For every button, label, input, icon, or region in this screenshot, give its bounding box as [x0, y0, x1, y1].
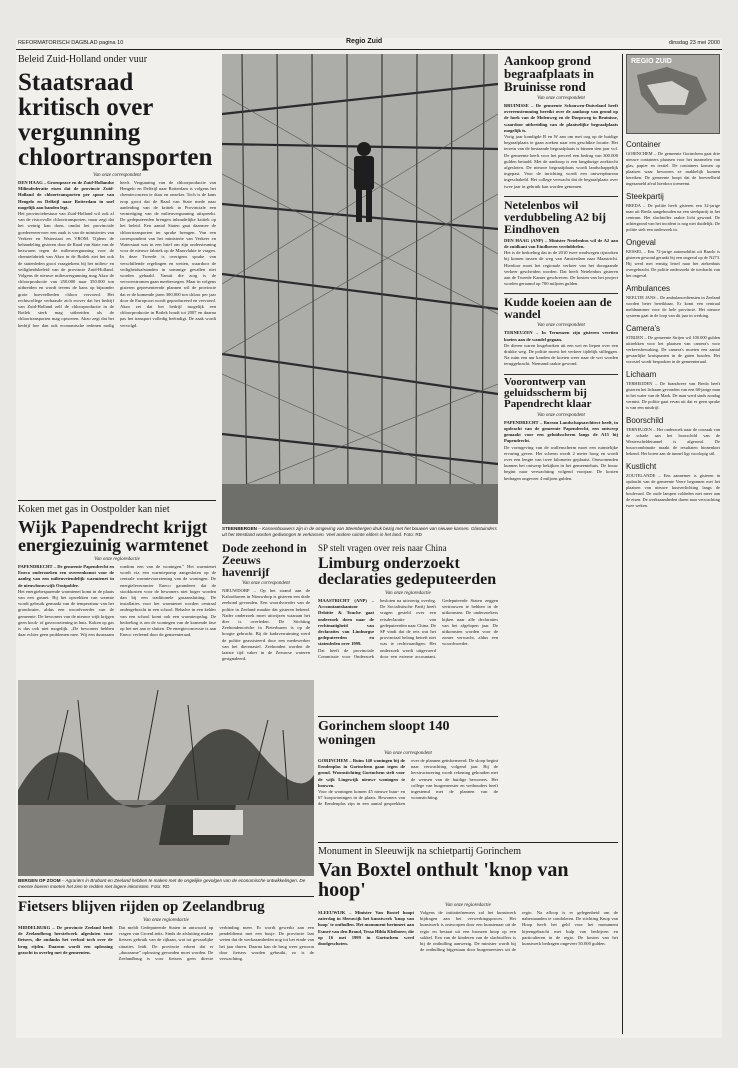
article-lead: PAPENDRECHT – Bureau Landschapsarchitect heeft, in opdracht van de gemeente Papendrecht, een ontwerp gemaakt voor een geluidsscherm langs de A15 bij Papendrecht.	[504, 419, 618, 444]
article-lead: MAASTRICHT (ANP) – Accountantskantoor Deloitte & Touche gaat onderzoek doen naar de rechtmatigheid van declaraties van Limburgse gedeputeerden en statenleden over 1999.	[318, 598, 374, 647]
article-kicker: Koken met gas in Oostpolder kan niet	[18, 504, 170, 515]
article-lead: GORINCHEM – Ruim 140 woningen bij de Eendenplas in Gorinchem gaan tegen de grond. Woonstichting Gorinchem stelt voor de wijk Lingewijk nieuwe woningen te bouwen.	[318, 758, 405, 788]
article-kicker: Monument in Sleeuwijk na schietpartij Gorinchem	[318, 846, 522, 857]
article-byline: Van onze regioredactie	[143, 918, 189, 923]
caption-location: STEENBERGEN	[222, 526, 257, 531]
article-headline: Gorinchem sloopt 140 woningen	[318, 720, 450, 748]
sidebar-brief	[626, 192, 720, 233]
photo-bergen-caption	[18, 878, 314, 889]
article-body: NIEUWDORP – Op het strand aan de Kaloothaven in Nieuwdorp is gisteren een dode zeehond gevonden. Een woordvoerder van de politie in Zeeland maakte dat gisteren bekend. Nader onderzoek moet uitwijzen waaraan het dier is overleden. De Stichting Zeehondencrèche in Pieterburen is op de hoogte gebracht. Bij de kadaverruiming werd de politie geassisteerd door een medewerker van het dierenasiel. Zeehonden worden de laatste tijd vaker in de Zeeuwse wateren gesignaleerd.	[222, 588, 310, 662]
article-zeelandbrug	[18, 900, 314, 1036]
photo-bergen-op-zoom	[18, 680, 314, 876]
regio-zuid-logo	[626, 54, 720, 134]
article-lead: DEN HAAG (ANP) – Minister Netelenbos wil de A2 aan de zuidkant van Eindhoven verdubbelen.	[504, 237, 618, 250]
sidebar-brief	[626, 462, 720, 509]
sidebar-brief-body: KESSEL – Een 72-jarige automobilist uit Baarlo is gisteren gewond geraakt bij een ongeval op de N273. Hij werd met ernstig letsel naar het ziekenhuis overgebracht. De politie onderzoekt de toedracht van het ongeval.	[626, 249, 720, 278]
sidebar-brief-title: Lichaam	[626, 370, 657, 379]
article-body: Het energiebesparende warmtenet komt in de plaats van een gasnet. Bij het opwekken van warmte wordt gebruik gemaakt van de temperatuur van het grondwater, aldus een woordvoerder van de gemeente. De bewoners van de nieuwe wijk krijgen geen kook- of gasvoorziening in huis. Koken op gas is dus ook niet mogelijk. „De bewoners hebben daar echter geen problemen mee. Wij een duurzaam rondom een van de woningen.” Het warmtenet wordt via een warmtepomp aangesloten op de centrale warmtevoorziening van de woningen. De energieleverancier Eneco garandeert dat de stookkosten voor de bewoners niet hoger worden dan bij een traditionele gasaansluiting. De installaties voor het warmtenet worden centraal ondergebracht in een school. Behalve in een kelder van een school komt ook een warmteopslag. De bedoeling is om de woningen van de komende fase op het net aan te sluiten. De energieconcessie is aan Eneco verleend door de gemeenteraad.	[18, 564, 216, 638]
article-zeehond	[222, 542, 310, 692]
greenhouse-image	[222, 54, 498, 524]
article-lead: MIDDELBURG – De provincie Zeeland heeft de Zeelandbrug herstelwerk afgesloten voor fietsers, die ondanks het verbod toch over de brug rijden. Daarom wordt een oplossing gezocht in overleg met de gemeenten.	[18, 925, 113, 955]
article-body: Het is de bedoeling dat in de 2010 twee rondwegen rijstroken bij komen tussen de weg van Amsterdam naar Maastricht. Hierdoor moet het regionale verkeer van het doorgaande verkeer gescheiden worden. Dat heeft Netelenbos gisteren aan de Tweede Kamer geschreven. De kosten van het project worden geraamd op 700 miljoen gulden.	[504, 250, 618, 287]
article-headline: Dode zeehond in Zeeuws havenrijf	[222, 542, 307, 579]
logo-map-icon	[627, 55, 719, 133]
sidebar-brief-title: Kustlicht	[626, 462, 657, 471]
article-chloortransporten	[18, 54, 216, 494]
article-body: Het provinciebestuur van Zuid-Holland wil ook af van de risicovolle chloortransporten, maar zegt dat het weinig kan doen, omdat het provinciale goederenvervoer een zaak is van de ministeries van Verkeer en Waterstaat en VROM. Tijdens de behandeling gisteren door de Raad van State van de bezwaren tegen de milieuvergunning voor de chemiefabriek van Akzo in de Botlek ziet het ook de statenleden groot vraagtekens bij het milieu- en veiligheidsbeleid van de provincie Zuid-Holland. Volgens de nieuwe milieuvergunning mag Akzo de chloorproductie van 250.000 naar 350.000 ton uitbreiden en wordt tevens de kans op bijzonder grote hoeveelheden chloor vervoerd. Het rechtscollege verbaasde zich erover dat het bedrijf van Zuid-Holland zelf de chloorproductie in de Botlek sterk mag uitbreiden als de chloortransporten mag opvoeren. Akzo zegt dat het bedrijf hoe dan ook economische redenen nodig heeft. Vergunning van de chloorproductie van Hengelo en Delfzijl naar Rotterdam is volgens het chemieconcern te duur en onzeker. Toch is de kans erop groot dat de Raad van State mede naar aanleiding van de kritiek in Provinciale een vernietiging van de milieuvergunning uitspreekt. De gedeputeerden brengen inhoudelijke kritiek op het beleid. Een aantal Staten gaat daarmee de chloortransporten ter sprake brengen. Van een correspondent van het ministerie van Verkeer en Waterstaat was in een brief om zijn ondersteuning voor de nieuwe fabriek op de Maasvlakte te vragen. In deze Tweede is overigens sprake van verschillende regelingen en wetten, waardoor de veiligheidsafstanden in sommige gevallen niet worden gehaald. Vanuit die zorg is de vervoerstromen gaan meebewegen. Maar in volgens gisteren gepresenteerde plannen wil de provincie dat er de komende jaren 300.000 ton chloor per jaar door de Europoort wordt geproduceerd en vervoerd. Akzo zei dat het bedrijf mogelijk een chloorproductie in Botlek houdt tot 2007 en daarna pas het transport volledig beëindigt. De zaak wordt vervolgd.	[18, 180, 216, 328]
article-byline: Van onze correspondent	[537, 323, 585, 329]
article-warmtenet	[18, 504, 216, 676]
article-byline: Van onze correspondent	[242, 581, 290, 586]
article-body: De vormgeving van de wallenscherm moet een ruimtelijke ervaring geven. Het scherm wordt 2 meter hoog en wordt over een lengte van twee kilometer geplaatst. Omwonenden kunnen het ontwerp bekijken in het gemeentehuis. De bouw begint naar verwachting volgend voorjaar. De kosten bedragen ongeveer 4 miljoen gulden.	[504, 444, 618, 481]
article-bruinisse	[504, 54, 618, 190]
article-body: Vorig jaar kondigde B en W aan om met oog op de huidige begraafplaats te gaan zoeken naar een geschikte locatie. Het terrein van de bestaande begraafplaats is binnen tien jaar vol. De gemeente heeft voor het perceel een bedrag van 300.000 gulden betaald. Met de aankoop is een langdurige zoektocht afgesloten. De nieuwe begraafplaats wordt landschappelijk ingepast. Voor de inrichting wordt een ontwerpbureau ingeschakeld. Het college verwacht dat de begraafplaats over twee jaar in gebruik kan worden genomen.	[504, 134, 618, 189]
caption-text: – Agrariërs in Brabant en Zeeland hebben te maken met de ongelijke gevolgen van de economische ontwikkelingen. De meeste boeren moeten het zien te redden met lagere inkomsten.	[18, 878, 306, 889]
article-headline: Kudde koeien aan de wandel	[504, 295, 612, 322]
article-gorinchem	[318, 720, 498, 830]
sidebar-brief-title: Ongeval	[626, 238, 656, 247]
article-lead: BRUINISSE – De gemeente Schouwen-Duiveland heeft overeenstemming bereikt over de aankoop van grond op de hoek van de Molenweg en de Dorpsweg in Bruinisse, waardoor uitbreiding van de plaatselijke begraafplaats mogelijk is.	[504, 103, 618, 133]
article-byline: Van onze correspondent	[93, 173, 141, 178]
article-headline: Wijk Papendrecht krijgt energiezuinig warmtenet	[18, 517, 209, 555]
sidebar-brief-body: BREDA – De politie heeft gisteren een 32-jarige man uit Breda aangehouden na een steekpartij in het centrum. Het slachtoffer raakte licht gewond. De achtergrond van het incident is nog niet duidelijk. De politie stelt een onderzoek in.	[626, 203, 720, 232]
article-byline: Van onze correspondent	[537, 96, 585, 101]
sidebar-brief	[626, 416, 720, 457]
article-byline: Van onze correspondent	[537, 412, 585, 418]
sidebar-brief-body: ZOUTELANDE – Een aannemer is gisteren in opdracht van de gemeente Veere begonnen met het plaatsen van nieuwe kustverlichting langs de boulevard. De oude lampen voldeden niet meer aan de eisen. De werkzaamheden duren naar verwachting twee weken.	[626, 473, 720, 508]
sidebar-brief	[626, 284, 720, 319]
caption-text: – Kassenbouwers zijn in de omgeving van Steenbergen druk bezig met het bouwen van nieuwe kassen. Glastuinders uit het Westland worden gedwongen te verkassen. Veel andere ruimte elders in het land.	[222, 526, 497, 537]
article-headline: Limburg onderzoekt declaraties gedeputeerden	[318, 555, 497, 588]
sidebar-brief-body: GORINCHEM – De gemeente Gorinchem gaat drie nieuwe containers plaatsen voor het inzamelen van glas, papier en textiel. De containers komen op plaatsen waar bewoners ze makkelijk kunnen bereiken. De gemeente hoopt dat de hoeveelheid ingezameld afval hierdoor toeneemt.	[626, 151, 720, 186]
article-headline: Voorontwerp van geluidsscherm bij Papendrecht klaar	[504, 375, 592, 410]
caption-credit: Foto: RD	[403, 531, 422, 537]
article-body-columns	[18, 180, 216, 329]
article-body: Volgens de initiatiefnemers zal het kunstwerk bijdragen aan het verwerkingsproces. Het kunstwerk is ontworpen door een kunstenaar uit de regio en bestaat uit een bronzen knop op een sokkel. Een van de kinderen van de slachtoffers is bij de onthulling aanwezig. De minister wordt bij de onthulling bijgestaan door burgemeesters uit de regio. Na afloop is er gelegenheid om de nabestaanden te condoleren. De stichting Knop van Hoop heeft het geld voor het monument bijeengebracht met hulp van bedrijven en particulieren in de regio. De kosten van het kunstwerk bedragen ongeveer 50.000 gulden.	[420, 910, 618, 953]
sidebar-brief	[626, 370, 720, 411]
sidebar-brief-title: Steekpartij	[626, 192, 664, 201]
sidebar-brief-title: Camera's	[626, 324, 660, 333]
sidebar-brief	[626, 238, 720, 279]
photo-greenhouse	[222, 54, 498, 524]
article-body-columns	[18, 925, 314, 962]
separator	[18, 500, 216, 501]
sidebar-brief-title: Boorschild	[626, 416, 664, 425]
article-lead: PAPENDRECHT – De gemeente Papendrecht en Eneco onderzoeken een overeenkomst voor de aanleg van een milieuvriendelijk warmtenet in de nieuwbouwwijk Oostpolder.	[18, 564, 114, 588]
article-body: De dieren waren losgebroken uit een wei en liepen over een drukke weg. De politie moest het verkeer tijdelijk stilleggen. Na ruim een uur konden de koeien weer naar de wei worden teruggebracht. Niemand raakte gewond.	[504, 342, 618, 367]
sidebar-news-briefs	[626, 54, 720, 1034]
article-kicker: Beleid Zuid-Holland onder vuur	[18, 54, 148, 65]
article-headline: Netelenbos wil verdubbeling A2 bij Eindhoven	[504, 197, 607, 236]
field-image	[18, 680, 314, 876]
caption-credit: Foto: RD	[151, 883, 170, 889]
article-body-columns	[318, 910, 618, 953]
article-body: Voor de woningen komen 45 nieuwe huur- en 67 koopwoningen in de plaats. Bewoners van de Eendenplas zijn in een aantal gesprekken over de plannen geïnformeerd. De sloop begint naar verwachting volgend jaar. Bij de herstructurering wordt rekening gehouden met de wensen van de huidige bewoners. Het college van burgemeester en wethouders heeft ingestemd met de plannen van de woonstichting.	[318, 758, 498, 807]
article-netelenbos	[504, 196, 618, 288]
article-body: Dat meldt Gedeputeerde Staten in antwoord op vragen van GroenLinks. Sinds de afsluiting maken fietsers gebruik van de rijbaan, wat tot gevaarlijke situaties leidt. De provincie erkent dat er „duurzame” oplossing gevonden moet worden. De Zeelandbrug is voor fietsers geen directe verbinding meer. Er wordt gewerkt aan een pendeldienst met een busje. De provincie laat weten dat de werkzaamheden nog tot het einde van het jaar duren. Daarna kan de brug weer gewoon door fietsers worden gebruikt, zo is de verwachting.	[118, 925, 314, 962]
article-limburg	[318, 542, 498, 712]
article-kicker: SP stelt vragen over reis naar China	[318, 543, 447, 553]
sidebar-brief-body: NEELTJE JANS – De ambulancediensten in Zeeland worden beter bereikbaar. Er komt een centraal meldnummer voor de hele provincie. Het nieuwe systeem gaat in de loop van dit jaar in werking.	[626, 295, 720, 318]
article-headline: Fietsers blijven rijden op Zeelandbrug	[18, 900, 265, 915]
separator	[18, 896, 314, 897]
sidebar-brief-title: Ambulances	[626, 284, 671, 293]
page-header	[16, 38, 722, 50]
article-body-columns	[318, 598, 498, 660]
article-byline: Van onze regioredactie	[445, 903, 491, 908]
article-headline: Aankoop grond begraafplaats in Bruinisse rond	[504, 54, 594, 94]
article-koeien	[504, 293, 618, 367]
sidebar-brief-body: STRIJEN – De gemeente Strijen wil 100.000 gulden uittrekken voor het plaatsen van camera's voor verkeersbewaking. De camera's moeten een aantal gevaarlijke kruispunten in de gaten houden. Het voorstel wordt besproken in de gemeenteraad.	[626, 335, 720, 364]
article-byline: Van onze correspondent	[384, 751, 432, 756]
article-lead: DEN HAAG – Groenpeace en de Zuid-Hollandse Milieufederatie eisen dat de provincie Zuid-Holland de chloortransporten per spoor van Hengelo en Delfzijl naar Rotterdam in snel mogelijk aan banden legt.	[18, 180, 114, 210]
sidebar-brief-body: TERNEUZEN – Het onderzoek naar de oorzaak van de schade aan het boorschild van de Westerscheldetunnel is afgerond. De bouwcombinatie maakt de resultaten binnenkort bekend. Het boren aan de tunnel ligt voorlopig stil.	[626, 427, 720, 456]
logo-text: REGIO ZUID	[631, 58, 672, 65]
header-section: Regio Zuid	[346, 38, 383, 45]
sidebar-brief-body: TERHEIJDEN – De brandweer van Breda heeft gisteren het lichaam gevonden van een 68-jarige man in het water van de Mark. De man werd sinds zondag vermist. De politie gaat ervan uit dat er geen sprake is van een misdrijf.	[626, 381, 720, 410]
article-body-columns	[18, 564, 216, 638]
article-body: Dat heeft de provinciale Commissie voor Onderzoek besloten na uitvoerig overleg. De Socialistische Partij heeft vragen gesteld over een reisdeclaratie van gedeputeerden naar China. De SP vindt dat de reis wat het provinciaal belang betreft niet was te rechtvaardigen. Het onderzoek wordt uitgevoerd door een externe accountant. Gedeputeerde Staten zeggen vertrouwen te hebben in de uitkomsten. De onderzoekers kijken naar alle declaraties van het afgelopen jaar. De uitkomsten worden voor de zomer verwacht, aldus een woordvoerder.	[318, 598, 498, 659]
article-lead: TERNEUZEN – In Terneuzen zijn gisteren veertien koeien aan de wandel gegaan.	[504, 330, 618, 342]
photo-greenhouse-caption	[222, 526, 498, 537]
sidebar-divider	[622, 54, 623, 1034]
sidebar-brief	[626, 324, 720, 365]
sidebar-list	[626, 140, 720, 509]
article-body-columns	[318, 758, 498, 808]
right-column-articles	[504, 54, 618, 840]
header-publication: REFORMATORISCH DAGBLAD pagina 10	[18, 40, 124, 46]
separator	[318, 716, 498, 717]
caption-location: BERGEN OP ZOOM	[18, 878, 61, 883]
article-headline: Van Boxtel onthult 'knop van hoop'	[318, 859, 569, 901]
article-byline: Van onze regioredactie	[385, 591, 431, 596]
header-date: dinsdag 23 mei 2000	[668, 40, 720, 46]
article-lead: SLEEUWIJK – Minister Van Boxtel hoopt zaterdag in Sleeuwijk het kunstwerk 'knop van hoop' te onthullen. Het monument herinnert aan Esmeé van den Brand, Tessa Hilda Kleiboeer, die op 16 mei 1999 in Gorinchem werd doodgeschoten.	[318, 910, 414, 947]
article-byline: Van onze regioredactie	[94, 557, 140, 562]
article-geluidsscherm	[504, 374, 618, 482]
article-headline: Staatsraad kritisch over vergunning chloortransporten	[18, 69, 213, 171]
sidebar-brief	[626, 140, 720, 187]
sidebar-brief-title: Container	[626, 140, 661, 149]
article-van-boxtel	[318, 846, 618, 1036]
separator	[318, 842, 618, 843]
